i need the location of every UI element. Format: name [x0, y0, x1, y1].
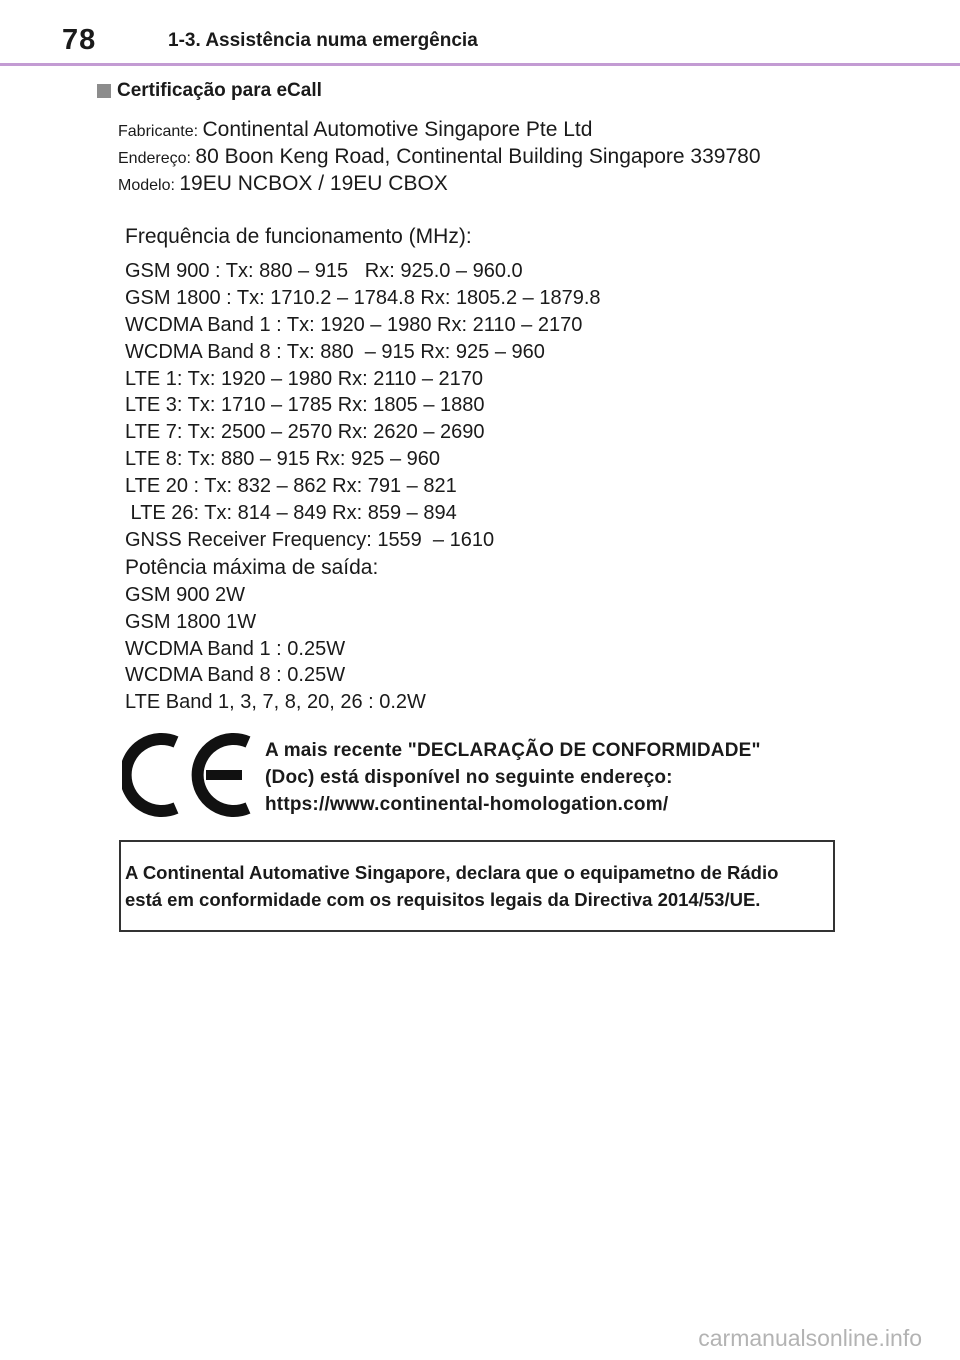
page-number: 78	[62, 24, 97, 56]
section-heading	[97, 80, 322, 102]
frequency-line: LTE 8: Tx: 880 – 915 Rx: 925 – 960	[125, 448, 441, 471]
doc-notice-url: https://www.continental-homologation.com/	[265, 794, 669, 815]
declaration-text	[125, 859, 778, 913]
frequency-heading: Frequência de funcionamento (MHz):	[125, 225, 472, 248]
page-header	[0, 0, 960, 66]
address-label: Endereço:	[118, 150, 191, 167]
frequency-line: WCDMA Band 1 : Tx: 1920 – 1980 Rx: 2110 – 2170	[125, 313, 583, 336]
manufacturer-label: Fabricante:	[118, 123, 199, 140]
frequency-line: LTE 3: Tx: 1710 – 1785 Rx: 1805 – 1880	[125, 394, 485, 417]
chapter-title: 1-3. Assistência numa emergência	[168, 30, 478, 51]
frequency-line: LTE 7: Tx: 2500 – 2570 Rx: 2620 – 2690	[125, 421, 485, 444]
declaration-line: está em conformidade com os requisitos legais da Directiva 2014/53/UE.	[125, 889, 761, 910]
model-row	[118, 172, 761, 199]
declaration-box	[119, 840, 835, 932]
frequency-line: LTE 1: Tx: 1920 – 1980 Rx: 2110 – 2170	[125, 367, 484, 390]
manufacturer-info	[118, 118, 761, 199]
section-title: Certificação para eCall	[117, 80, 322, 101]
power-line: LTE Band 1, 3, 7, 8, 20, 26 : 0.2W	[125, 691, 426, 714]
frequency-line: GNSS Receiver Frequency: 1559 – 1610	[125, 528, 495, 551]
frequency-line: WCDMA Band 8 : Tx: 880 – 915 Rx: 925 – 960	[125, 340, 545, 363]
address-row	[118, 145, 761, 172]
ce-mark-icon	[122, 730, 254, 820]
manufacturer-row	[118, 118, 761, 145]
frequency-line: GSM 1800 : Tx: 1710.2 – 1784.8 Rx: 1805.2 – 1879.8	[125, 286, 601, 309]
manufacturer-value: Continental Automotive Singapore Pte Ltd	[202, 118, 593, 141]
doc-notice-line: A mais recente "DECLARAÇÃO DE CONFORMIDADE"	[265, 740, 761, 761]
power-line: WCDMA Band 1 : 0.25W	[125, 637, 346, 660]
doc-notice-line: (Doc) está disponível no seguinte endereço:	[265, 767, 673, 788]
header-divider	[0, 63, 960, 66]
power-line: GSM 900 2W	[125, 583, 246, 606]
declaration-line: A Continental Automative Singapore, declara que o equipametno de Rádio	[125, 862, 779, 883]
doc-notice	[265, 737, 761, 818]
power-line: WCDMA Band 8 : 0.25W	[125, 664, 346, 687]
power-heading: Potência máxima de saída:	[125, 555, 379, 579]
model-value: 19EU NCBOX / 19EU CBOX	[179, 172, 448, 195]
frequency-line: LTE 26: Tx: 814 – 849 Rx: 859 – 894	[125, 502, 457, 525]
radio-specifications	[125, 222, 601, 716]
square-bullet-icon	[97, 84, 111, 98]
address-value: 80 Boon Keng Road, Continental Building Singapore 339780	[195, 145, 761, 168]
watermark: carmanualsonline.info	[698, 1325, 922, 1351]
model-label: Modelo:	[118, 177, 175, 194]
frequency-line: LTE 20 : Tx: 832 – 862 Rx: 791 – 821	[125, 475, 457, 498]
frequency-line: GSM 900 : Tx: 880 – 915 Rx: 925.0 – 960.0	[125, 260, 523, 282]
power-line: GSM 1800 1W	[125, 610, 257, 633]
